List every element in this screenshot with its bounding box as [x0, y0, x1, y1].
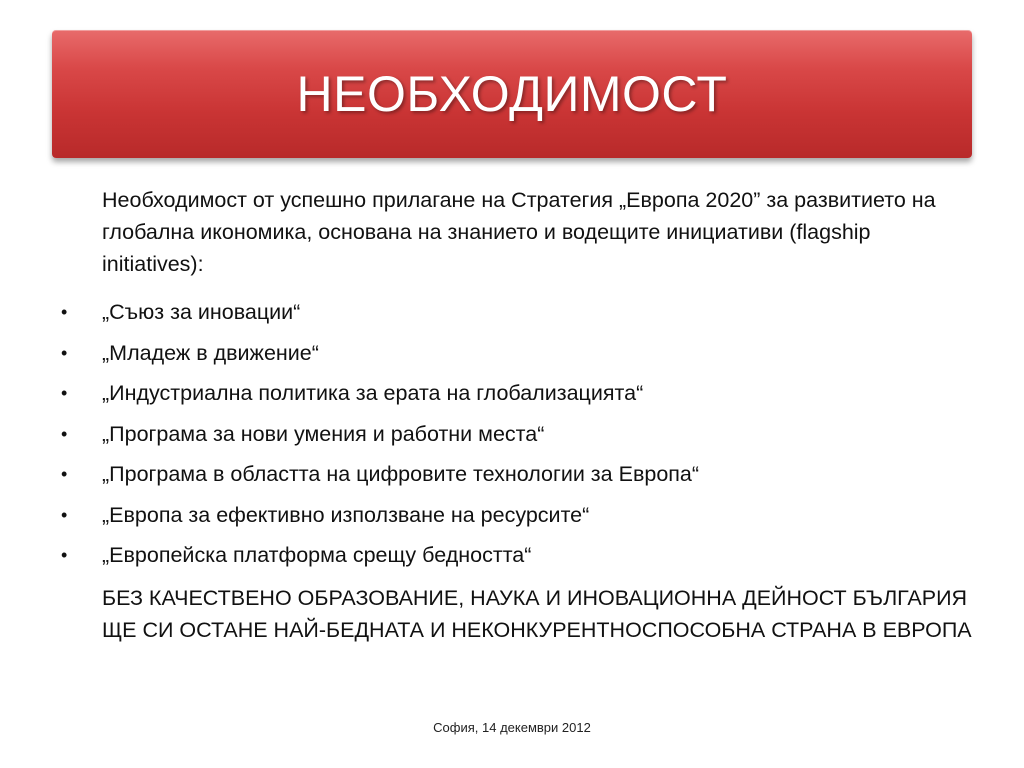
- title-banner: [52, 30, 972, 158]
- slide-footer: София, 14 декември 2012: [433, 720, 591, 735]
- slide-title: НЕОБХОДИМОСТ: [296, 66, 728, 122]
- list-item-text: „Програма в областта на цифровите технологии за Европа“: [102, 462, 700, 486]
- bullet-icon: •: [61, 302, 68, 322]
- bullet-icon: •: [61, 504, 68, 525]
- list-item: [0, 499, 1024, 540]
- list-item: [0, 377, 1024, 418]
- list-item: [0, 296, 1024, 337]
- list-item-text: „Европа за ефективно използване на ресурсите“: [102, 502, 590, 527]
- bullet-icon: •: [61, 464, 68, 484]
- list-item-text: „Съюз за иновации“: [102, 300, 301, 324]
- list-item: [0, 418, 1024, 459]
- list-item-text: „Програма за нови умения и работни места“: [102, 421, 545, 446]
- list-item-text: „Индустриална политика за ерата на глобализацията“: [102, 381, 644, 405]
- list-item-text: „Европейска платформа срещу бедността“: [102, 543, 532, 567]
- bullet-icon: •: [61, 383, 68, 403]
- bullet-icon: •: [61, 545, 68, 565]
- list-item-text: „Младеж в движение“: [102, 340, 319, 365]
- list-item: [0, 539, 1024, 580]
- list-item: [0, 337, 1024, 378]
- list-item: [0, 458, 1024, 499]
- initiatives-list: [0, 296, 1024, 580]
- intro-paragraph: Необходимост от успешно прилагане на Стратегия „Европа 2020” за развитието на глобална икономика, основана на знанието и водещите инициативи (flagship initiatives):: [102, 188, 936, 276]
- bullet-icon: •: [61, 342, 68, 363]
- conclusion-paragraph: БЕЗ КАЧЕСТВЕНО ОБРАЗОВАНИЕ, НАУКА И ИНОВАЦИОННА ДЕЙНОСТ БЪЛГАРИЯ ЩЕ СИ ОСТАНЕ НАЙ-БЕДНАТА И НЕКОНКУРЕНТНОСПОСОБНА СТРАНА В ЕВРОПА: [102, 586, 972, 642]
- bullet-icon: •: [61, 423, 68, 444]
